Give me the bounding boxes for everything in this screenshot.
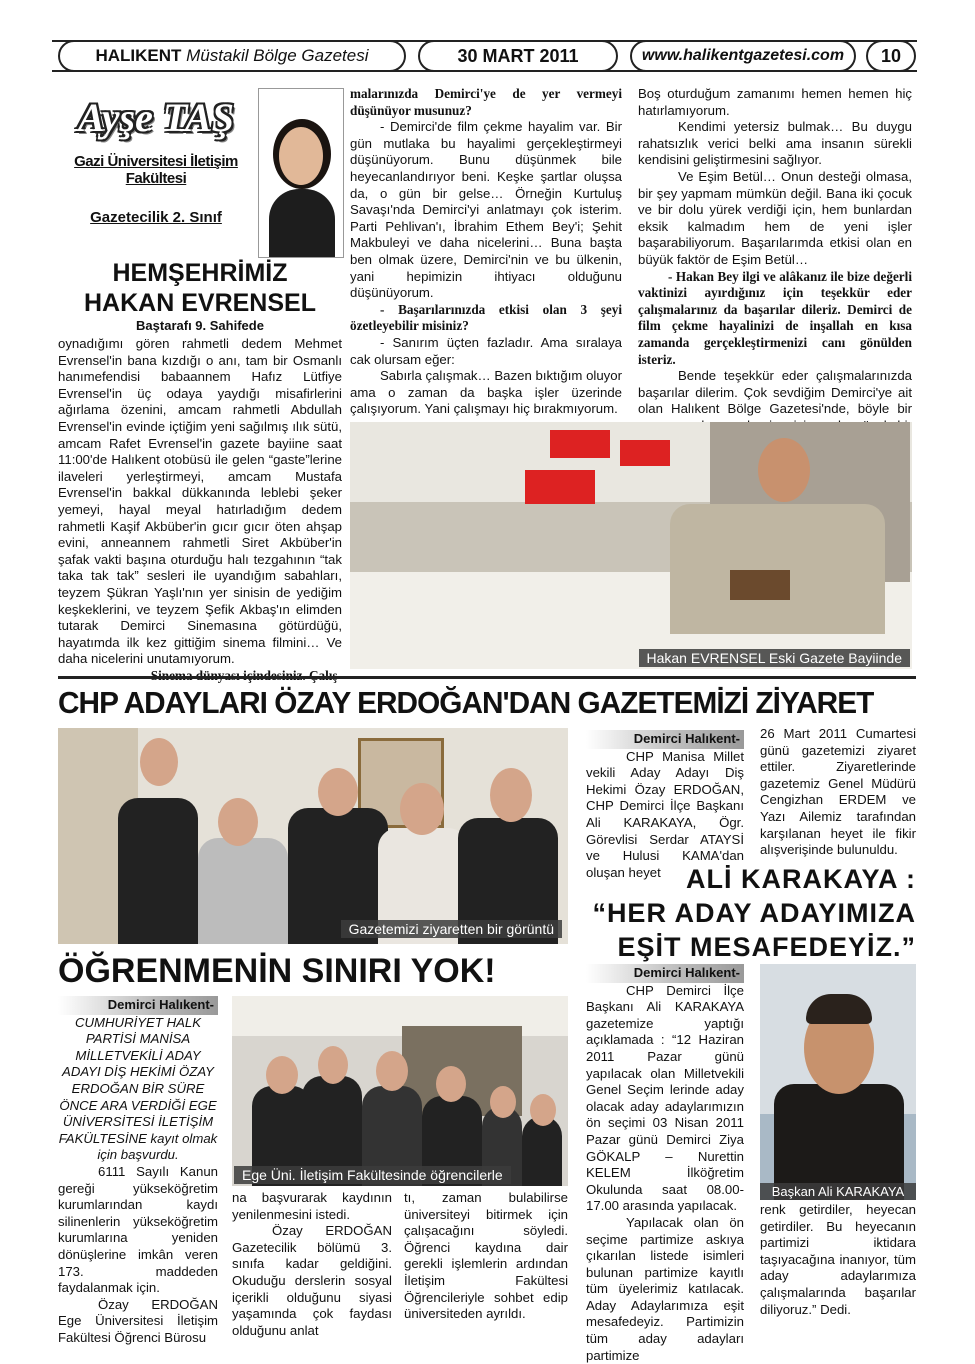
- website: www.halikentgazetesi.com: [641, 47, 845, 64]
- article1-answer1: - Demirci'de film çekme hayalim var. Bir gün mutlaka bu hayalimi gerçekleştirmeyi düşünüyorum. Bunu düşünmek bile heyecanlandırıyor beni. Keşke şartlar oluşsa da, o gün bir gelse… Örneğin Kurtuluş Savaşı'nda Demirci'yi anlatmayı çok isterim. Parti Pehlivan'ı, İbrahim Ethem Bey'i; Şehit Makbuleyi ve daha nicelerini… Buna başta ben olmak üzere, Demirci'nin ve bu ülkenin, yani hepimizin ihtiyacı olduğunu düşünüyorum.: [350, 119, 622, 301]
- author-box: [56, 88, 256, 248]
- paper-subtitle: Müstakil Bölge Gazetesi: [186, 46, 369, 65]
- author-class: Gazetecilik 2. Sınıf: [90, 209, 222, 226]
- article4-photo: [760, 964, 916, 1200]
- article1-answer2b: Sabırla çalışmak… Bazen bıktığım oluyor ama o zaman da başka işler üzerinde çalışıyorum. Yani çalışmayı hiç bırakmıyorum.: [350, 368, 622, 417]
- article3-column2: [232, 1190, 392, 1339]
- article3-column3: [404, 1190, 568, 1323]
- article4-photo-caption: Başkan Ali KARAKAYA: [760, 1183, 916, 1200]
- article1-col3-text3: Ve Eşim Betül… Onun desteği olmasa, bir şey yapmam mümkün değil. Bana iki çocuk ve bir dolu yürek verdiği için, hem bunlardan eksik kalmadım hem de yeni işler başarabiliyorum. Başarılarımda etkisi olan en büyük faktör de Eşim Betül…: [638, 168, 912, 267]
- headline-line1: HEMŞEHRİMİZ: [112, 259, 288, 287]
- article1-col3-text1: Boş oturduğum zamanımı hemen hemen hiç hatırlamıyorum.: [638, 86, 912, 118]
- article1-col3-text2: Kendimi yetersiz bulmak… Bu duygu rahatsızlık verici belki ama insanın sürekli kendisini geliştirmesini sağlıyor.: [638, 119, 912, 168]
- article1-col3-answer: Bende teşekkür eder çalışmalarınızda başarılar dilerim. Çok sevdiğim Demirci'ye ait olan Halıkent Bölge Gazetesi'nde, böyle bir: [638, 368, 912, 417]
- article3-photo: [232, 996, 568, 1186]
- article4-headline-line2: “HER ADAY ADAYIMIZA: [592, 898, 916, 928]
- article3-lead: CUMHURİYET HALK PARTİSİ MANİSA MİLLETVEKİLİ ADAY ADAYI DİŞ HEKİMİ ÖZAY ERDOĞAN BİR SÜRE ÖNCE ARA VERDİĞİ EGE ÜNİVERSİTESİ İLETİŞİM FAKÜLTESİNE kayıt olmak için başvurdu.: [58, 1014, 218, 1163]
- article4-column2: [760, 1202, 916, 1318]
- article1-question1: malarınızda Demirci'ye de yer vermeyi düşünüyor musunuz?: [350, 86, 622, 118]
- article1-col1-text: oynadığımı gören rahmetli dedem Mehmet Evrensel'in bana kızdığı o anı, tam bir Osmanlı hanımefendisi babaannem Hafız Lütfiye Evrensel'in üç odaya yaydığı misafirlerini ağırlama özenini, amcam rahmetli Abdullah Evrensel'in evinde içtiğim yeni sağılmış ılık sütü, amcam Rafet Evrensel'in gazete bayiine saat 11:00'de Halıkent otobüsü ile gelen “gaste”lerine ilaveleri yerleştirmeyi, amcam Mustafa Evrensel'in bakkal dükkanında leblebi şeker yemeyi, hayal meyal hatırladığım dedem rahmetli Kaşif Akbüber'in gıcır gıcır öten ahşap evini, anneannem rahmetli Siret Akbüber'in şafak vakti başına oturduğu halı tezgahının “tak taka tak tak” sesleri ile uyandığım sabahları, teyzem Şükran Yaşlı'nın yer sinisin de yediğim keşkeklerini, ve teyzem Şefik Akbaş'ın elimden tutarak Demirci Sinemasına götürdüğü, hayatımda ilk kez gittiğim sinema filmini… Ve daha nicelerini unutamıyorum.: [58, 336, 342, 667]
- author-name: Ayşe TAŞ: [78, 95, 234, 140]
- article1-column1: [58, 336, 342, 684]
- article2-col1-text: CHP Manisa Millet vekili Aday Adayı Diş Hekimi Özay ERDOĞAN, CHP Demirci İlçe Başkanı Ali KARAKAYA, Ögr. Görevlisi Serdar ATAYSİ ve Hulusi KAMA'dan oluşan heyet: [586, 748, 744, 880]
- headline-line2: HAKAN EVRENSEL: [84, 289, 316, 317]
- paper-name: HALIKENT: [95, 46, 182, 65]
- article2-photo-caption: Gazetemizi ziyaretten bir görüntü: [341, 920, 562, 938]
- article3-col2-text2: Özay ERDOĞAN Gazetecilik bölümü 3. sınıfa kadar geldiğini. Okuduğu derslerin sosyal içerikli olduğunu siyasi yaşamında çok faydası olduğunu anlat: [232, 1223, 392, 1338]
- article2-column2: [760, 726, 916, 859]
- date-pill: [418, 40, 618, 72]
- article1-question2: - Başarılarınızda etkisi olan 3 şeyi özetleyebilir misiniz?: [350, 301, 622, 334]
- page-number: 10: [880, 45, 902, 66]
- article4-byline: Demirci Halıkent-: [586, 964, 744, 983]
- article1-photo-caption: Hakan EVRENSEL Eski Gazete Bayiinde: [639, 649, 911, 667]
- article2-byline: Demirci Halıkent-: [586, 730, 744, 749]
- article2-headline: CHP ADAYLARI ÖZAY ERDOĞAN'DAN GAZETEMİZİ ZİYARET: [58, 685, 874, 720]
- article4-headline: [586, 862, 916, 964]
- website-pill: [630, 40, 856, 72]
- article3-col3-text: tı, zaman bulabilirse üniversiteyi bitirmek için çalışacağını söyledi. Öğrenci kaydına dair gerekli işlemlerin ardından İletişim Fakültesi Öğrencileriyle sohbet edip üniversiteden ayrıldı.: [404, 1190, 568, 1322]
- article3-byline: Demirci Halıkent-: [58, 996, 218, 1015]
- article1-photo: [350, 422, 912, 669]
- article1-answer2a: - Sanırım üçten fazladır. Ama sıralaya cak olursam eğer:: [350, 334, 622, 367]
- author-faculty: Gazi Üniversitesi İletişim Fakültesi: [74, 153, 238, 187]
- page-number-pill: [866, 40, 916, 72]
- article3-photo-caption: Ege Üni. İletişim Fakültesinde öğrencilerle: [234, 1166, 511, 1184]
- article3-col2-text: na başvurarak kaydının yenilenmesini istedi.: [232, 1190, 392, 1222]
- article3-col1-text2: Özay ERDOĞAN Ege Üniversitesi İletişim Fakültesi Öğrenci Bürosu: [58, 1296, 218, 1345]
- article1-headline: [58, 258, 342, 318]
- article4-headline-line1: ALİ KARAKAYA :: [685, 864, 916, 894]
- article1-column3: [638, 86, 912, 468]
- article3-headline: ÖĞRENMENİN SINIRI YOK!: [58, 952, 496, 990]
- article2-column1: [586, 730, 744, 881]
- article2-photo: [58, 728, 568, 944]
- article4-column1: [586, 964, 744, 1364]
- continued-note: Baştarafı 9. Sahifede: [136, 318, 264, 333]
- paper-name-pill: [58, 40, 406, 72]
- article3-column1: [58, 996, 218, 1346]
- article4-col2-text: renk getirdiler, heyecan getirdiler. Bu heyecanın partimizi iktidara taşıyacağına inanıyor, tüm aday adaylarımıza çalışmalarında başarılar diliyoruz.” Dedi.: [760, 1202, 916, 1317]
- author-photo: [258, 88, 344, 258]
- article1-column2: [350, 86, 622, 418]
- article1-col3-question: - Hakan Bey ilgi ve alâkanız ile bize değerli vaktinizi ayırdığınız için teşekkür eder çalışmalarınız da başarılar dileriz. Demirci de film çekme hayalinizi de inşallah en kısa zamanda gerçekleştirmenizi canı gönülden isteriz.: [638, 268, 912, 367]
- section-divider: [58, 676, 916, 679]
- issue-date: 30 MART 2011: [457, 45, 579, 66]
- article4-col1-text2: Yapılacak olan ön seçime partimize askıya çıkarılan listede isimleri bulunan partimize kayıtlı tüm üyelerimiz katılacak. Aday Adaylarımıza eşit mesafedeyiz. Partimizin tüm aday adayları partimize: [586, 1214, 744, 1363]
- article4-col1-text: CHP Demirci İlçe Başkanı Ali KARAKAYA gazetemize yaptığı açıklamada : “12 Haziran 2011 Pazar günü yapılacak olan Milletvekili Genel Seçim lerinde aday olacak aday adaylarımızın ön seçimi 03 Nisan 2011 Pazar günü Demirci Ziya GÖKALP – Nurettin KELEM İlköğretim Okulunda saat 08.00-17.00 arasında yapılacak.: [586, 982, 744, 1214]
- article2-col2-text: 26 Mart 2011 Cumartesi günü gazetemizi ziyaret ettiler. Ziyaretlerinde gazetemiz Genel Müdürü Cengizhan ERDEM ve Yazı Ailemiz tarafından karşılanan heyet ile fikir alışverişinde bulunuldu.: [760, 726, 916, 858]
- article4-headline-line3: EŞİT MESAFEDEYİZ.”: [617, 932, 916, 962]
- article3-col1-text: 6111 Sayılı Kanun gereği yükseköğretim kurumlarından kaydı silinenlerin yükseköğretim kurumlarına yeniden dönüşlerine imkân veren 173. maddeden faydalanmak için.: [58, 1163, 218, 1296]
